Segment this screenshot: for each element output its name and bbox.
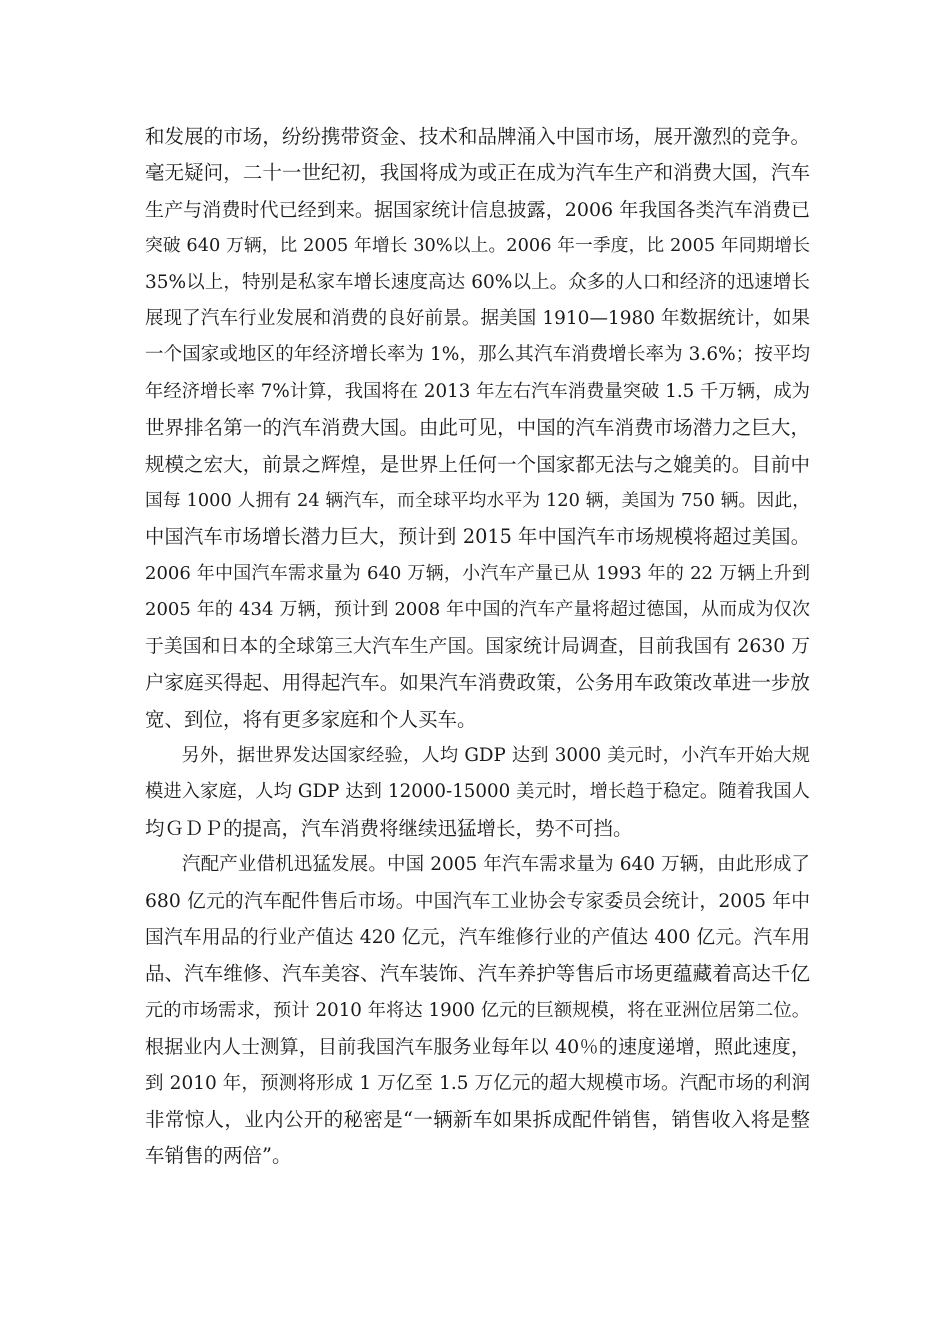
text-line: 680 亿元的汽车配件售后市场。中国汽车工业协会专家委员会统计，2005 年中 bbox=[145, 890, 810, 912]
text-line: 户家庭买得起、用得起汽车。如果汽车消费政策，公务用车政策改革进一步放 bbox=[145, 671, 810, 695]
text-line: 规模之宏大，前景之辉煌，是世界上任何一个国家都无法与之媲美的。目前中 bbox=[145, 452, 810, 476]
text-line: 展现了汽车行业发展和消费的良好前景。据美国 1910—1980 年数据统计，如果 bbox=[145, 308, 810, 330]
document-body bbox=[145, 119, 810, 1175]
text-line: 国汽车用品的行业产值达 420 亿元，汽车维修行业的产值达 400 亿元。汽车用 bbox=[145, 926, 810, 948]
paragraph-3 bbox=[145, 847, 810, 1175]
text-line: 2006 年中国汽车需求量为 640 万辆，小汽车产量已从 1993 年的 22 万辆上升到 bbox=[145, 562, 810, 584]
text-line: 35%以上，特别是私家车增长速度高达 60%以上。众多的人口和经济的迅速增长 bbox=[145, 271, 810, 293]
text-line: 宽、到位，将有更多家庭和个人买车。 bbox=[145, 707, 477, 731]
text-line: 中国汽车市场增长潜力巨大，预计到 2015 年中国汽车市场规模将超过美国。 bbox=[145, 525, 810, 549]
paragraph-1 bbox=[145, 119, 810, 738]
text-line: 另外，据世界发达国家经验，人均 GDP 达到 3000 美元时，小汽车开始大规 bbox=[181, 744, 810, 766]
text-line: 品、汽车维修、汽车美容、汽车装饰、汽车养护等售后市场更蕴藏着高达千亿 bbox=[145, 962, 810, 986]
text-line: 模进入家庭，人均 GDP 达到 12000-15000 美元时，增长趋于稳定。随着我国人 bbox=[145, 781, 810, 803]
text-line: 到 2010 年，预测将形成 1 万亿至 1.5 万亿元的超大规模市场。汽配市场的利润 bbox=[145, 1072, 810, 1094]
text-line: 世界排名第一的汽车消费大国。由此可见，中国的汽车消费市场潜力之巨大， bbox=[145, 416, 810, 440]
text-line: 突破 640 万辆，比 2005 年增长 30%以上。2006 年一季度，比 2005 年同期增长 bbox=[145, 236, 810, 257]
text-line: 非常惊人，业内公开的秘密是“一辆新车如果拆成配件销售，销售收入将是整 bbox=[145, 1107, 810, 1131]
text-line: 汽配产业借机迅猛发展。中国 2005 年汽车需求量为 640 万辆，由此形成了 bbox=[182, 854, 810, 876]
text-line: 元的市场需求，预计 2010 年将达 1900 亿元的巨额规模，将在亚洲位居第二位。 bbox=[145, 999, 810, 1021]
text-line: 2005 年的 434 万辆，预计到 2008 年中国的汽车产量将超过德国，从而成为仅次 bbox=[145, 599, 810, 621]
text-line: 年经济增长率 7%计算，我国将在 2013 年左右汽车消费量突破 1.5 千万辆，成为 bbox=[145, 380, 810, 402]
text-line: 于美国和日本的全球第三大汽车生产国。国家统计局调查，目前我国有 2630 万 bbox=[145, 635, 810, 657]
text-line: 生产与消费时代已经到来。据国家统计信息披露，2006 年我国各类汽车消费已 bbox=[145, 198, 810, 221]
text-line: 毫无疑问，二十一世纪初，我国将成为或正在成为汽车生产和消费大国，汽车 bbox=[145, 161, 810, 185]
text-line: 和发展的市场，纷纷携带资金、技术和品牌涌入中国市场，展开激烈的竞争。 bbox=[145, 125, 810, 148]
text-line: 根据业内人士测算，目前我国汽车服务业每年以 40％的速度递增，照此速度， bbox=[145, 1036, 810, 1059]
text-line: 车销售的两倍”。 bbox=[145, 1144, 292, 1168]
paragraph-2 bbox=[145, 738, 810, 847]
text-line: 一个国家或地区的年经济增长率为 1%，那么其汽车消费增长率为 3.6%；按平均 bbox=[145, 344, 810, 366]
text-line: 国每 1000 人拥有 24 辆汽车，而全球平均水平为 120 辆，美国为 750 辆。因此， bbox=[145, 491, 810, 512]
text-line: 均ＧＤＰ的提高，汽车消费将继续迅猛增长，势不可挡。 bbox=[145, 816, 633, 840]
